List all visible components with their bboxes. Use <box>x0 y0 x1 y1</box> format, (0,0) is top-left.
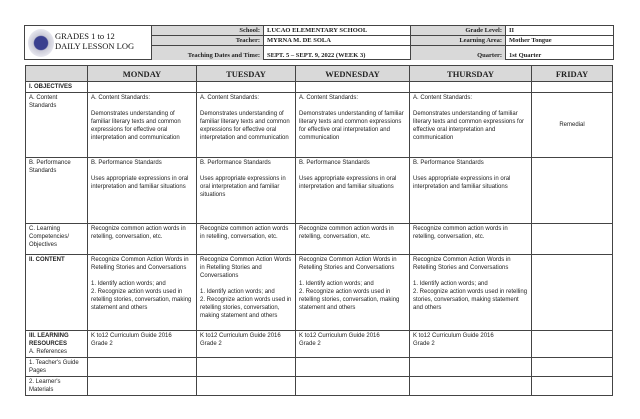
friday-remedial: Remedial <box>532 93 613 158</box>
area-value: Mother Tongue <box>505 36 614 46</box>
dates-label: Teaching Dates and Time: <box>151 46 263 60</box>
teacher-label: Teacher: <box>151 36 263 46</box>
day-header-row <box>26 66 613 82</box>
row-label: B. Performance Standards <box>26 158 88 224</box>
row-label: 2. Learner's Materials <box>26 377 88 396</box>
deped-seal-logo <box>28 29 54 57</box>
school-value: LUCAO ELEMENTARY SCHOOL <box>263 26 410 36</box>
day-wednesday: WEDNESDAY <box>296 66 410 82</box>
competencies-row: C. Learning Competencies/ Objectives Recognize common action words in retelling, conversation, etc. Recognize common action words in retelling, conversation, etc. Recognize common action words in retelling, conversation, etc. Recognize common action words in retelling, conversation, etc. <box>26 224 613 255</box>
school-label: School: <box>151 26 263 36</box>
row-label: II. CONTENT <box>26 255 88 331</box>
row-label: 1. Teacher's Guide Pages <box>26 358 88 377</box>
area-label: Learning Area: <box>410 36 505 46</box>
row-label: C. Learning Competencies/ Objectives <box>26 224 88 255</box>
dll-title: GRADES 1 to 12 DAILY LESSON LOG <box>55 31 135 51</box>
dll-header <box>24 25 614 60</box>
row-label: A. Content Standards <box>26 93 88 158</box>
teacher-guide-row <box>26 358 613 377</box>
day-friday: FRIDAY <box>532 66 613 82</box>
grade-label: Grade Level: <box>410 26 505 36</box>
content-standards-row: A. Content Standards A. Content Standards: Demonstrates understanding of familiar literary texts and common expressions for effective oral interpretation and communication A. Content Standards: Demonstrates understanding of familiar literary texts and common expressions for effective oral interpretation and communication A. Content Standards: Demonstrates understanding of familiar literary texts and common expressions for effective oral interpretation and communication A. Content Standards: Demonstrates understanding of familiar literary texts and common expressions for effective oral interpretation and communication Remedial <box>26 93 613 158</box>
day-thursday: THURSDAY <box>410 66 532 82</box>
quarter-label: Quarter: <box>410 46 505 60</box>
performance-standards-row: B. Performance Standards B. Performance Standards Uses appropriate expressions in oral interpretation and familiar situations B. Performance Standards Uses appropriate expressions in oral interpretation and familiar situations B. Performance Standards Uses appropriate expressions in oral interpretation and familiar situations B. Performance Standards Uses appropriate expressions in oral interpretation and familiar situations <box>26 158 613 224</box>
objectives-label: I. OBJECTIVES <box>26 82 88 93</box>
dates-value: SEPT. 5 – SEPT. 9, 2022 (WEEK 3) <box>263 46 410 60</box>
objectives-row <box>26 82 613 93</box>
day-tuesday: TUESDAY <box>197 66 296 82</box>
content-row: II. CONTENT Recognize Common Action Words in Retelling Stories and Conversations 1. Identify action words; and 2. Recognize action words used in retelling stories, conversation, making statement and others Recognize Common Action Words in Retelling Stories and Conversations 1. Identify action words; and 2. Recognize action words used in retelling stories, conversation, making statement and others Recognize Common Action Words in Retelling Stories and Conversations 1. Identify action words; and 2. Recognize action words used in retelling stories, conversation, making statement and others Recognize Common Action Words in Retelling Stories and Conversations 1. Identify action words; and 2. Recognize action words used in retelling stories, conversation, making statement and others <box>26 255 613 331</box>
teacher-value: MYRNA M. DE SOLA <box>263 36 410 46</box>
learner-materials-row <box>26 377 613 396</box>
row-label: III. LEARNING RESOURCES A. References <box>26 331 88 358</box>
resources-row: III. LEARNING RESOURCES A. References K to12 Curriculum Guide 2016 Grade 2 K to12 Curriculum Guide 2016 Grade 2 K to12 Curriculum Guide 2016 Grade 2 K to12 Curriculum Guide 2016 Grade 2 <box>26 331 613 358</box>
day-monday: MONDAY <box>88 66 197 82</box>
quarter-value: 1st Quarter <box>505 46 614 60</box>
grade-value: II <box>505 26 614 36</box>
lesson-log-table <box>25 65 613 396</box>
